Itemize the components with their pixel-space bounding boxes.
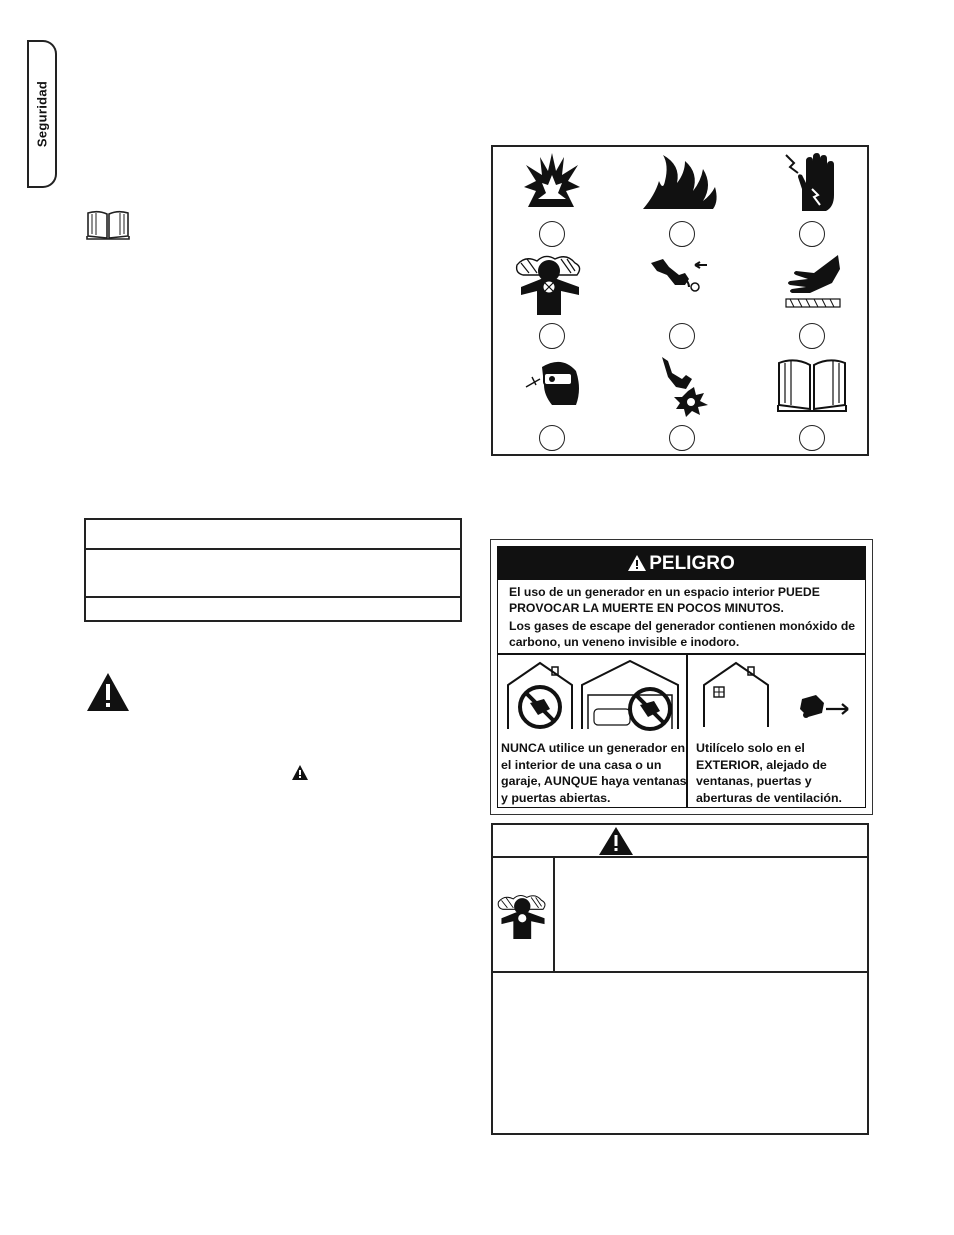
warning-box [491,823,869,1135]
toxic-fumes-icon [515,253,585,315]
warning-triangle-icon [628,549,646,582]
hazard-symbol-grid [491,145,869,456]
symbol-circle [799,323,825,349]
fumes-symbol [497,253,607,353]
danger-divider [498,653,865,655]
hot-surface-symbol [757,253,867,353]
blank-table [84,518,462,622]
symbol-circle [799,221,825,247]
outdoor-use-text: Utilícelo solo en el EXTERIOR, alejado de ventanas, puertas y aberturas de ventilación. [696,741,842,805]
moving-parts-symbol [627,355,737,455]
electric-shock-icon [782,151,842,213]
section-tab-label: Seguridad [34,80,50,148]
read-manual-symbol [757,355,867,455]
shock-symbol [757,151,867,251]
toxic-fumes-icon [497,892,549,940]
fire-symbol [627,151,737,251]
inline-warning-icon [292,765,308,785]
kickback-symbol [627,253,737,353]
section-tab [29,40,57,188]
symbol-circle [539,221,565,247]
manual-icon [777,355,847,417]
eye-protection-icon [522,355,584,417]
explosion-icon [522,151,582,213]
danger-label [490,539,873,815]
warning-box-header [493,825,867,858]
danger-header-text: PELIGRO [649,553,735,574]
warning-triangle-icon [86,672,130,717]
generator-outdoors-icon [698,659,858,731]
danger-text-1: El uso de un generador en un espacio interior PUEDE PROVOCAR LA MUERTE EN POCOS MINUTOS. [509,585,820,615]
kickback-icon [645,253,715,315]
table-divider [86,596,460,598]
symbol-circle [669,425,695,451]
warning-box-divider [493,971,867,973]
symbol-circle [669,221,695,247]
danger-header [498,547,865,580]
warning-icon-cell [493,858,555,971]
symbol-circle [539,425,565,451]
indoor-warning-text: NUNCA utilice un generador en el interior de una casa o un garaje, AUNQUE haya ventanas y puertas abiertas. [501,741,687,805]
symbol-circle [669,323,695,349]
warning-triangle-icon [599,827,633,855]
danger-text-2: Los gases de escape del generador contienen monóxido de carbono, un veneno invisible e inodoro. [509,619,856,649]
eye-protection-symbol [497,355,607,455]
moving-parts-icon [652,355,714,417]
table-divider [86,548,460,550]
explosion-symbol [497,151,607,251]
house-garage-prohibited-icon [504,659,680,731]
symbol-circle [539,323,565,349]
fire-icon [641,151,721,213]
hot-surface-icon [782,253,844,315]
danger-label-frame [497,546,866,808]
symbol-circle [799,425,825,451]
manual-icon [86,208,130,245]
